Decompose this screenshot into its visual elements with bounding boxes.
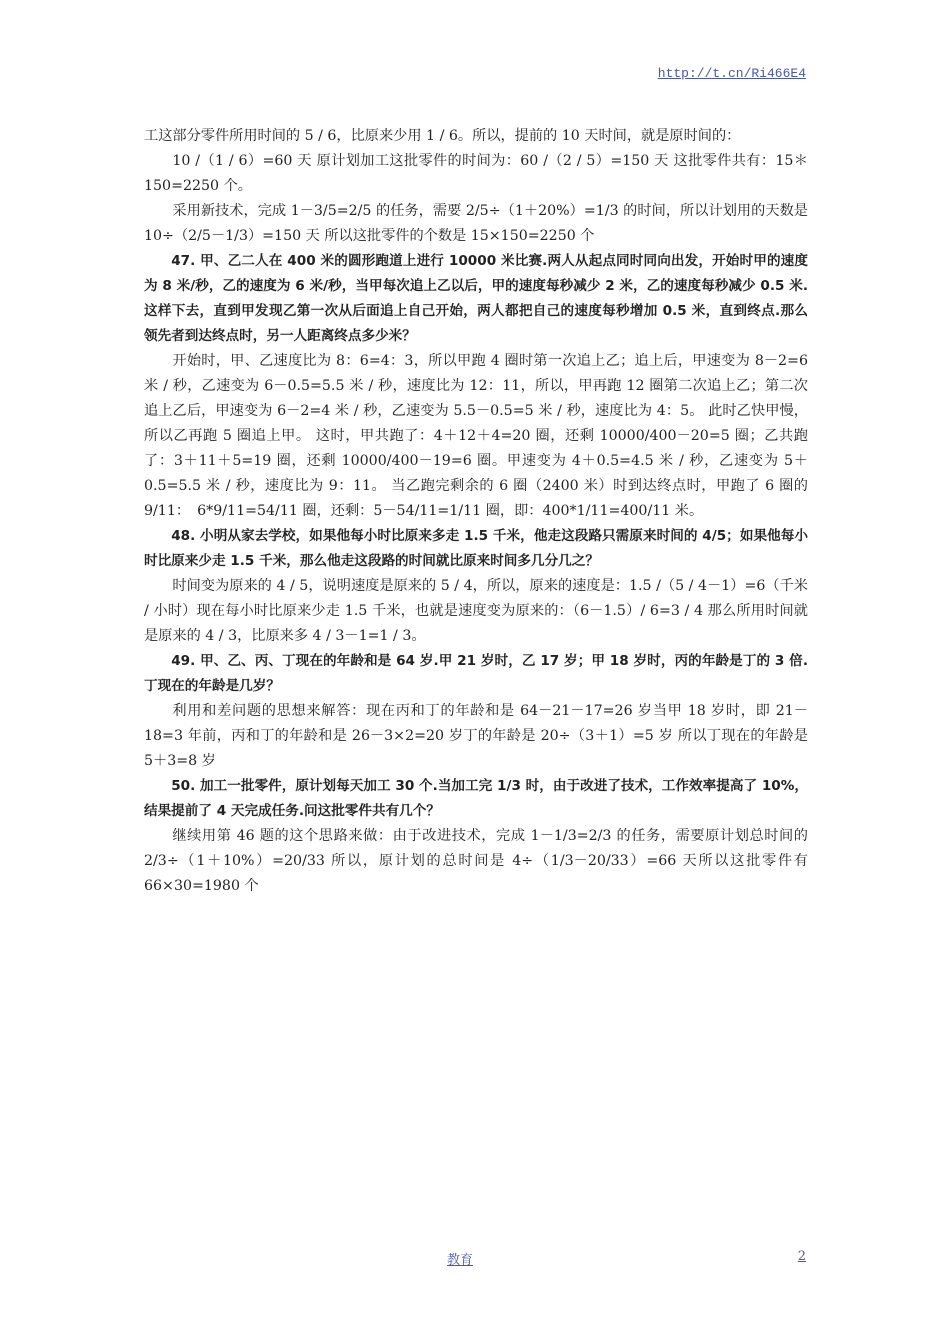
question-47: 47. 甲、乙二人在 400 米的圆形跑道上进行 10000 米比赛.两人从起点同时同向出发，开始时甲的速度为 8 米/秒，乙的速度为 6 米/秒，当甲每次追上乙以后，甲的速度每秒减少 2 米，乙的速度每秒减少 0.5 米.这样下去，直到甲发现乙第一次从后面追上自己开始，两人都把自己的速度每秒增加 0.5 米，直到终点.那么领先者到达终点时，另一人距离终点多少米？ <box>144 253 808 344</box>
paragraph-answer: 10 /（1 / 6）=60 天 原计划加工这批零件的时间为：60 /（2 / 5）=150 天 这批零件共有：15＊150=2250 个。 <box>144 153 808 194</box>
answer-50: 继续用第 46 题的这个思路来做：由于改进技术，完成 1－1/3=2/3 的任务，需要原计划总时间的 2/3÷（1＋10%）=20/33 所以，原计划的总时间是 4÷（1/3－20/33）=66 天所以这批零件有 66×30=1980 个 <box>144 828 808 894</box>
header-link[interactable]: http://t.cn/Ri466E4 <box>657 66 806 81</box>
paragraph-continuation: 工这部分零件所用时间的 5 / 6，比原来少用 1 / 6。所以，提前的 10 天时间，就是原时间的： <box>144 128 741 144</box>
question-50: 50. 加工一批零件，原计划每天加工 30 个.当加工完 1/3 时，由于改进了技术，工作效率提高了 10%，结果提前了 4 天完成任务.问这批零件共有几个？ <box>144 778 808 819</box>
question-48: 48. 小明从家去学校，如果他每小时比原来多走 1.5 千米，他走这段路只需原来时间的 4/5；如果他每小时比原来少走 1.5 千米，那么他走这段路的时间就比原来时间多几分几之？ <box>144 528 808 569</box>
answer-49: 利用和差问题的思想来解答：现在丙和丁的年龄和是 64－21－17=26 岁当甲 18 岁时，即 21－18=3 年前，丙和丁的年龄和是 26－3×2=20 岁丁的年龄是 20÷（3＋1）=5 岁 所以丁现在的年龄是 5＋3=8 岁 <box>144 703 808 769</box>
page-number[interactable]: 2 <box>797 1249 806 1264</box>
footer-link[interactable]: 教育 <box>447 1253 474 1268</box>
paragraph-answer: 采用新技术，完成 1－3/5=2/5 的任务，需要 2/5÷（1＋20%）=1/3 的时间，所以计划用的天数是 10÷（2/5－1/3）=150 天 所以这批零件的个数是 15×150=2250 个 <box>144 203 808 244</box>
document-body <box>144 124 808 899</box>
question-49: 49. 甲、乙、丙、丁现在的年龄和是 64 岁.甲 21 岁时，乙 17 岁；甲 18 岁时，丙的年龄是丁的 3 倍.丁现在的年龄是几岁？ <box>144 653 808 694</box>
answer-48: 时间变为原来的 4 / 5，说明速度是原来的 5 / 4，所以，原来的速度是：1.5 /（5 / 4－1）=6（千米 / 小时）现在每小时比原来少走 1.5 千米，也就是速度变为原来的：（6－1.5）/ 6=3 / 4 那么所用时间就是原来的 4 / 3，比原来多 4 / 3－1=1 / 3。 <box>144 578 808 644</box>
answer-47: 开始时，甲、乙速度比为 8：6=4：3，所以甲跑 4 圈时第一次追上乙；追上后，甲速变为 8－2=6 米 / 秒，乙速变为 6－0.5=5.5 米 / 秒，速度比为 12：11，所以，甲再跑 12 圈第二次追上乙；第二次追上乙后，甲速变为 6－2=4 米 / 秒，乙速变为 5.5－0.5=5 米 / 秒，速度比为 4：5。 此时乙快甲慢，所以乙再跑 5 圈追上甲。 这时，甲共跑了：4＋12＋4=20 圈，还剩 10000/400－20=5 圈；乙共跑了：3＋11＋5=19 圈，还剩 10000/400－19=6 圈。甲速变为 4＋0.5=4.5 米 / 秒，乙速变为 5＋0.5=5.5 米 / 秒，速度比为 9：11。 当乙跑完剩余的 6 圈（2400 米）时到达终点时，甲跑了 6 圈的 9/11： 6*9/11=54/11 圈，还剩：5－54/11=1/11 圈，即：400*1/11=400/11 米。 <box>144 353 808 519</box>
